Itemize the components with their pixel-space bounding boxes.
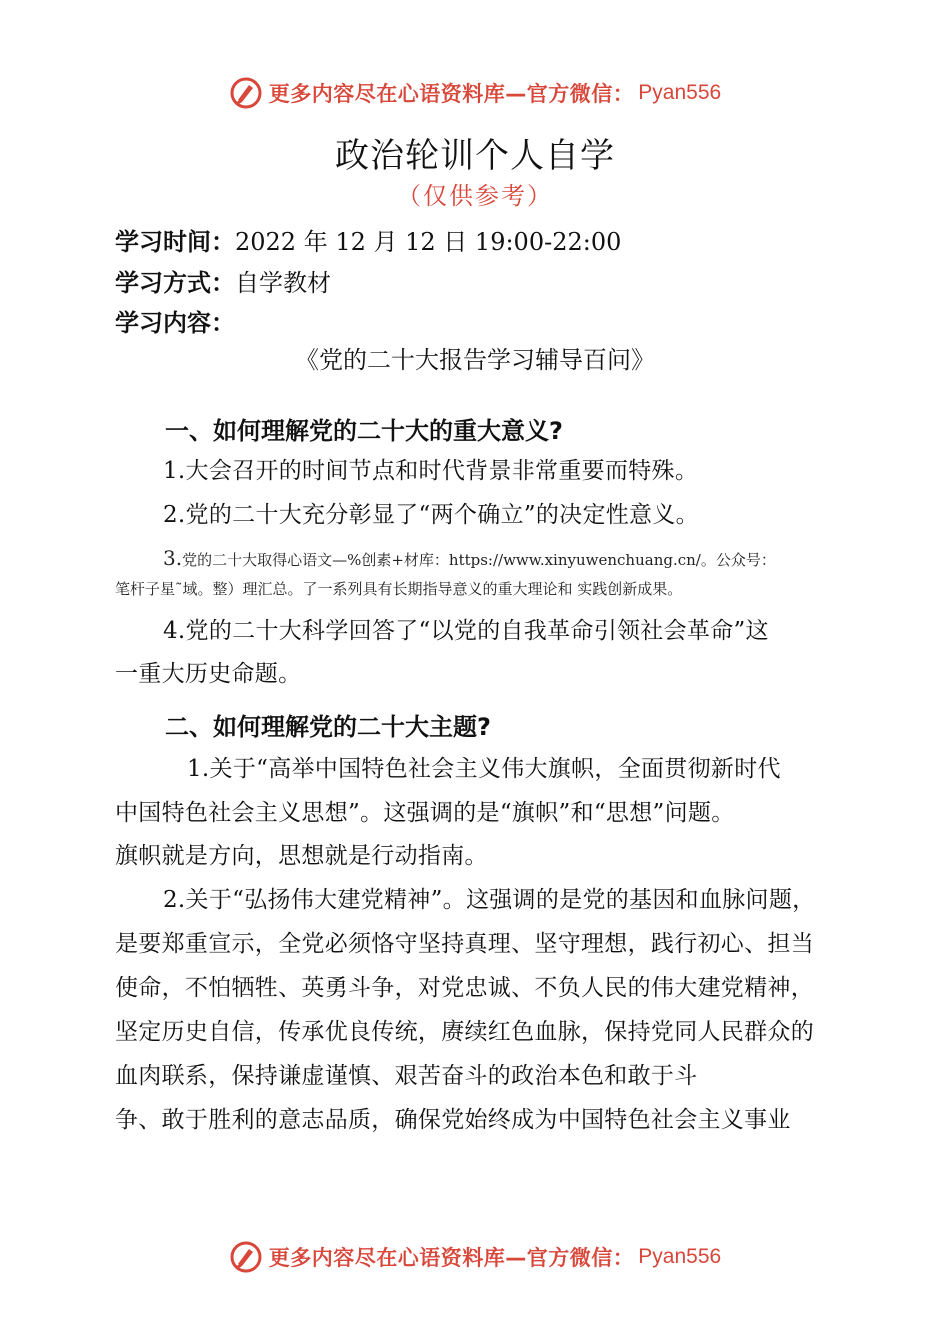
brand-wechat-id: Pyan556	[638, 1245, 722, 1268]
paragraph-line: 血肉联系，保持谦虚谨慎、艰苦奋斗的政治本色和敢于斗	[115, 1063, 698, 1089]
study-method-value: 自学教材	[235, 269, 331, 297]
document-subtitle: （仅供参考）	[397, 182, 553, 210]
paragraph-line: 2.关于“弘扬伟大建党精神”。这强调的是党的基因和血脉问题，	[163, 887, 816, 913]
brand-logo-icon	[229, 1240, 263, 1274]
paragraph-line: 2.党的二十大充分彰显了“两个确立”的决定性意义。	[163, 502, 699, 528]
section2-heading: 二、如何理解党的二十大主题?	[165, 713, 491, 741]
paragraph-line: 使命，不怕牺牲、英勇斗争，对党忠诚、不负人民的伟大建党精神，	[115, 975, 814, 1001]
paragraph-line: 4.党的二十大科学回答了“以党的自我革命引领社会革命”这	[163, 618, 769, 644]
paragraph-line: 一重大历史命题。	[115, 661, 302, 687]
brand-footer	[0, 1237, 950, 1277]
paragraph-line-small	[163, 546, 776, 570]
study-method	[115, 263, 331, 298]
paragraph-line: 1.大会召开的时间节点和时代背景非常重要而特殊。	[163, 458, 699, 484]
brand-wechat-id: Pyan556	[638, 81, 722, 104]
paragraph-line: 争、敢于胜利的意志品质，确保党始终成为中国特色社会主义事业	[115, 1107, 791, 1133]
item3-number: 3.	[163, 546, 183, 570]
paragraph-line: 中国特色社会主义思想”。这强调的是“旗帜”和“思想”问题。	[115, 800, 735, 826]
item3-text: 党的二十大取得心语文—%创素+材库：https://www.xinyuwenchuang.cn/。公众号：	[182, 551, 776, 569]
study-content-label: 学习内容：	[115, 309, 235, 337]
study-time	[115, 222, 621, 257]
study-time-value: 2022 年 12 月 12 日 19:00-22:00	[235, 228, 622, 256]
brand-text: 更多内容尽在心语资料库—官方微信：	[268, 1246, 635, 1270]
study-time-label: 学习时间：	[115, 228, 235, 256]
paragraph-line: 旗帜就是方向，思想就是行动指南。	[115, 843, 488, 869]
document-title: 政治轮训个人自学	[335, 136, 615, 176]
brand-text: 更多内容尽在心语资料库—官方微信：	[268, 82, 635, 106]
paragraph-line: 1.关于“高举中国特色社会主义伟大旗帜，全面贯彻新时代	[187, 756, 781, 782]
section1-heading: 一、如何理解党的二十大的重大意义?	[165, 417, 563, 445]
book-title: 《党的二十大报告学习辅导百问》	[295, 346, 655, 374]
study-method-label: 学习方式：	[115, 269, 235, 297]
paragraph-line: 坚定历史自信，传承优良传统，赓续红色血脉，保持党同人民群众的	[115, 1019, 814, 1045]
brand-logo-icon	[229, 76, 263, 110]
brand-header	[0, 73, 950, 113]
study-content	[115, 303, 235, 338]
paragraph-line: 是要郑重宣示，全党必须恪守坚持真理、坚守理想，践行初心、担当	[115, 931, 814, 957]
paragraph-line-small: 笔杆子星˜域。整）理汇总。了一系列具有长期指导意义的重大理论和 实践创新成果。	[115, 580, 683, 598]
